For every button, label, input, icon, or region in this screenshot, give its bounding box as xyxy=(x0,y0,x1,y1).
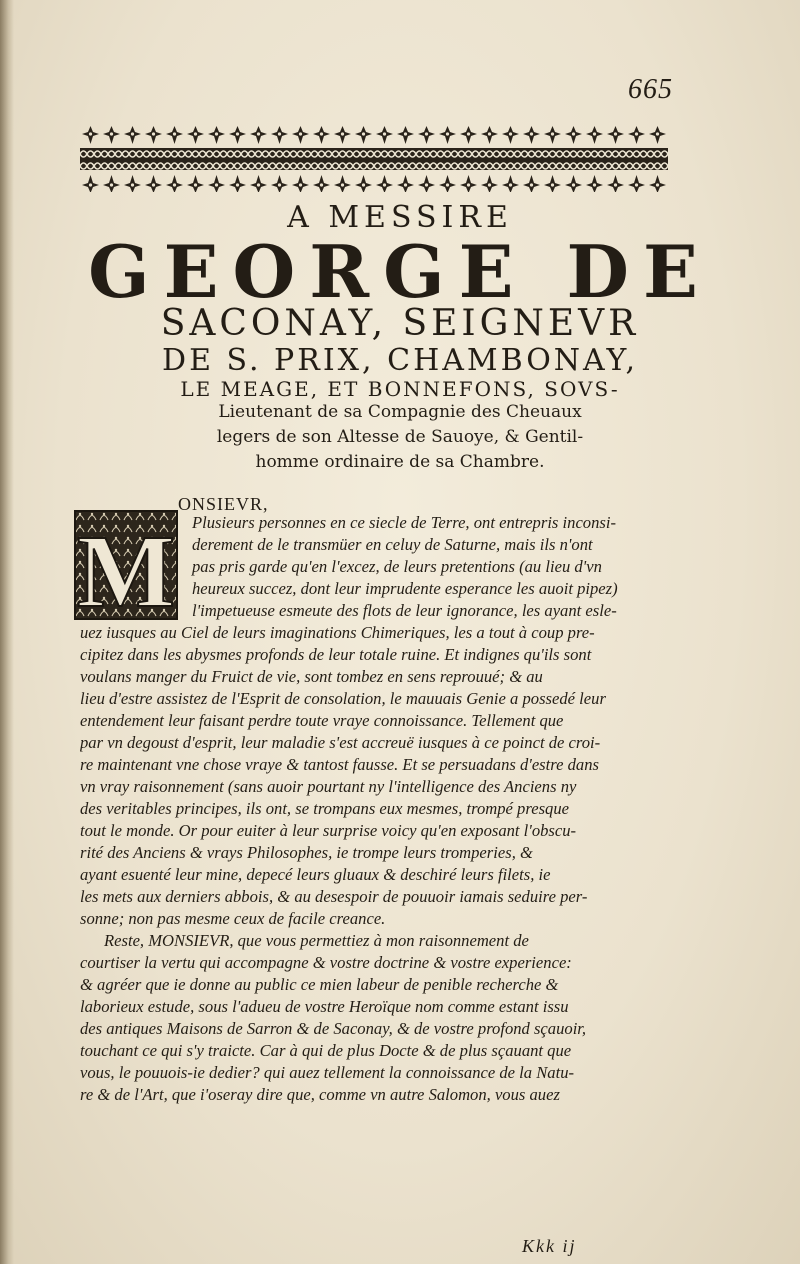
page-number: 665 xyxy=(628,74,673,105)
text-line: lieu d'estre assistez de l'Esprit de consolation, le mauuais Genie a possedé leur xyxy=(80,689,606,708)
text-line: rité des Anciens & vrays Philosophes, ie trompe leurs tromperies, & xyxy=(80,843,533,862)
text-line: re maintenant vne chose vraye & tantost fausse. Et se persuadans d'estre dans xyxy=(80,755,599,774)
text-line: ayant esuenté leur mine, depecé leurs gluaux & deschiré leurs filets, ie xyxy=(80,865,551,884)
drop-cap-letter: M xyxy=(76,514,176,620)
title-line-4: DE S. PRIX, CHAMBONAY, xyxy=(162,343,638,378)
text-line: tout le monde. Or pour euiter à leur surprise voicy qu'en exposant l'obscu- xyxy=(80,821,577,840)
text-line: des veritables principes, ils ont, se trompans eux mesmes, trompé presque xyxy=(80,799,569,818)
page-gutter-shadow xyxy=(0,0,14,1264)
text-line: vous, le pouuois-ie dedier? qui auez tellement la connoissance de la Natu- xyxy=(80,1063,575,1082)
text-line: re & de l'Art, que i'oseray dire que, comme vn autre Salomon, vous auez xyxy=(80,1085,560,1104)
text-line: sonne; non pas mesme ceux de facile creance. xyxy=(80,909,386,928)
title-line-1: A MESSIRE xyxy=(287,200,513,235)
body-text xyxy=(80,512,660,1106)
text-line: Plusieurs personnes en ce siecle de Terre, ont entrepris inconsi- xyxy=(192,513,616,532)
text-line: touchant ce qui s'y traicte. Car à qui de plus Docte & de plus sçauant que xyxy=(80,1041,572,1060)
text-line: uez iusques au Ciel de leurs imaginations Chimeriques, les a tout à coup pre- xyxy=(80,623,595,642)
text-line: cipitez dans les abysmes profonds de leur totale ruine. Et indignes qu'ils sont xyxy=(80,645,592,664)
signature-mark: Kkk ij xyxy=(522,1236,577,1256)
text-line: voulans manger du Fruict de vie, sont tombez en sens reprouué; & au xyxy=(80,667,543,686)
text-line: l'impetueuse esmeute des flots de leur ignorance, les ayant esle- xyxy=(192,601,617,620)
text-line: heureux succez, dont leur imprudente esperance les auoit pipez) xyxy=(192,579,618,598)
text-line: entendement leur faisant perdre toute vraye connoissance. Tellement que xyxy=(80,711,564,730)
salutation: ONSIEVR, xyxy=(178,494,269,514)
text-line: pas pris garde qu'en l'excez, de leurs pretentions (au lieu d'vn xyxy=(192,557,602,576)
dedication-text xyxy=(120,400,680,475)
dedication-line: Lieutenant de sa Compagnie des Cheuaux xyxy=(218,402,582,422)
dedication-line: homme ordinaire de sa Chambre. xyxy=(255,452,545,472)
text-line: par vn degoust d'esprit, leur maladie s'est accreuë iusques à ce poinct de croi- xyxy=(80,733,601,752)
text-line: Reste, MONSIEVR, que vous permettiez à mon raisonnement de xyxy=(104,931,529,950)
text-line: les mets aux derniers abbois, & au desespoir de pouuoir iamais seduire per- xyxy=(80,887,588,906)
ornamental-header-band xyxy=(80,124,668,192)
text-line: courtiser la vertu qui accompagne & vostre doctrine & vostre experience: xyxy=(80,953,572,972)
text-line: des antiques Maisons de Sarron & de Saconay, & de vostre profond sçauoir, xyxy=(80,1019,587,1038)
title-line-2: GEORGE DE xyxy=(88,229,712,314)
text-line: vn vray raisonnement (sans auoir pourtant ny l'intelligence des Anciens ny xyxy=(80,777,577,796)
title-line-3: SACONAY, SEIGNEVR xyxy=(160,303,640,344)
text-line: derement de le transmüer en celuy de Saturne, mais ils n'ont xyxy=(192,535,593,554)
dedication-line: legers de son Altesse de Sauoye, & Gentil- xyxy=(216,427,584,447)
text-line: & agréer que ie donne au public ce mien labeur de penible recherche & xyxy=(80,975,559,994)
text-line: laborieux estude, sous l'adueu de vostre Heroïque nom comme estant issu xyxy=(80,997,569,1016)
title-line-5: LE MEAGE, ET BONNEFONS, SOVS- xyxy=(180,377,620,401)
